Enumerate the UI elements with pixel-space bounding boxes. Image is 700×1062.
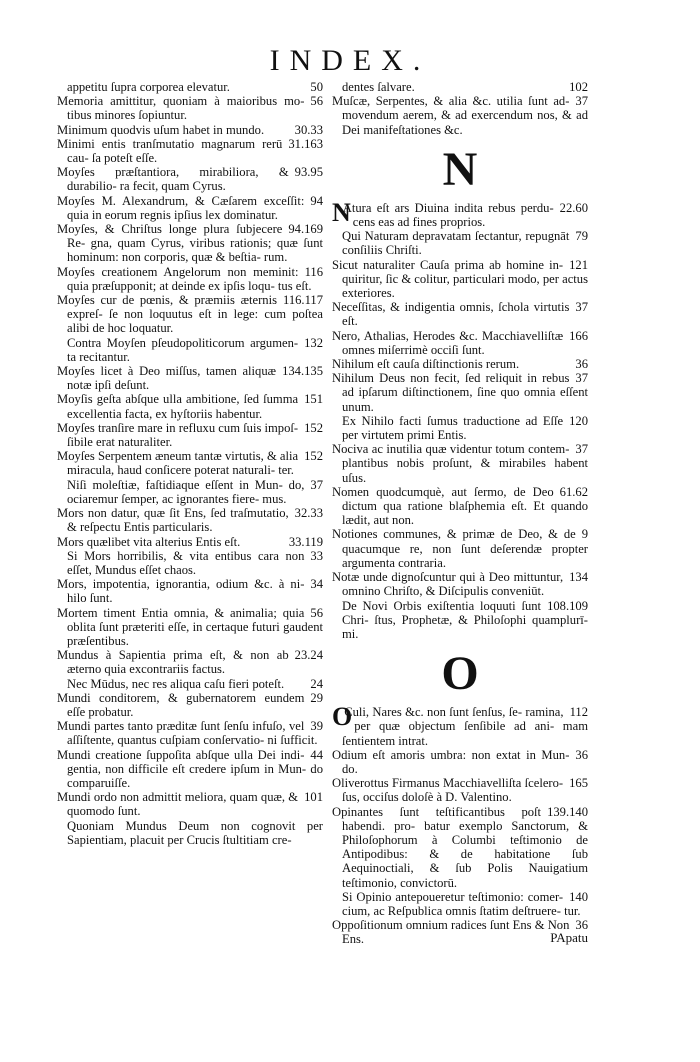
section-letter-o: O — [441, 647, 479, 701]
index-entry — [57, 336, 323, 364]
entry-text: Moyſes tranſire mare in refluxu cum ſuis impoſ- ſibile erat naturaliter. — [57, 420, 299, 450]
entry-text: Notæ unde dignoſcuntur qui à Deo mittuntur, omnino Chriſto, & Diſcipulis conveniūt. — [332, 570, 564, 599]
entry-text: Contra Moyſen pſeudopoliticorum argumen- ta recitantur. — [67, 335, 299, 364]
page-reference: 108.109 — [547, 598, 588, 613]
entry-text: Mundi partes tanto præditæ ſunt ſenſu infuſo, vel aſſiſtente, quantus cuſpiam conſervatio- ni ſufficit. — [57, 719, 318, 748]
catchword: PApatu — [550, 930, 588, 945]
entry-text: Si Opinio antepoueretur teſtimonio: comer- cium, ac Reſpublica omnis ſtatim deſtruere- tur. — [342, 889, 581, 918]
index-entry — [332, 442, 588, 485]
entry-text: Oliverottus Firmanus Macchiavelliſta ſcelero- ſus, occiſus doloſè à D. Valentino. — [332, 776, 564, 805]
index-entry — [57, 549, 323, 577]
index-entry — [57, 506, 323, 534]
page-reference: 33.119 — [288, 534, 323, 549]
page-reference: 116.117 — [283, 293, 323, 308]
page-reference: 30.33 — [294, 122, 323, 137]
page-reference: 134.135 — [282, 364, 323, 379]
page-reference: 94.169 — [288, 222, 323, 237]
index-entry — [332, 229, 588, 257]
page-reference: 37 — [575, 94, 588, 109]
page-reference: 44 — [310, 747, 323, 762]
page-reference: 152 — [304, 449, 323, 464]
entry-text: Moyſes creationem Angelorum non meminit: quia præſupponit; at deinde ex ipſis loqu- tus eſt. — [57, 264, 312, 293]
index-entry — [57, 478, 323, 506]
page-reference: 36 — [575, 747, 588, 762]
page-reference: 50 — [310, 80, 323, 94]
index-entry — [57, 194, 323, 222]
page-reference: 94 — [310, 193, 323, 208]
entry-text: Nec Mūdus, nec res aliqua caſu fieri poteſt. — [67, 676, 285, 691]
right-top-entries — [332, 80, 588, 137]
index-entry — [57, 392, 323, 420]
entry-text: Qui Naturam depravatam ſectantur, repugnāt conſiliis Chriſti. — [342, 229, 570, 258]
index-entry — [57, 364, 323, 392]
entry-text: Memoria amittitur, quoniam à maioribus mo- tibus minores ſopiuntur. — [57, 94, 305, 123]
index-entry — [57, 94, 323, 122]
entry-text: Sicut naturaliter Cauſa prima ab homine in- quiritur, ſic & colitur, particulari modo, per actus exteriores. — [332, 257, 588, 301]
index-entry — [332, 414, 588, 442]
index-entry — [57, 123, 323, 137]
entry-text: Nomen quodcumquè, aut ſermo, de Deo dictum qua ratione blaſphemia eſt. Et quando lædit, aut non. — [332, 484, 588, 528]
index-entry — [57, 790, 323, 818]
index-entry — [332, 599, 588, 642]
index-entry — [57, 719, 323, 747]
section-letter-n: N — [442, 142, 478, 196]
index-entry — [332, 776, 588, 804]
right-n-entries — [332, 197, 588, 641]
index-entry — [332, 527, 588, 570]
entry-text: Niſi moleſtiæ, faſtidiaque eſſent in Mun- do, ociaremur ſemper, ac ignorantes fiere- mus. — [67, 477, 305, 506]
entry-text: Ex Nihilo facti ſumus traductione ad Eſſe per virtutem primi Entis. — [342, 413, 564, 443]
entry-text: Nociva ac inutilia quæ videntur totum contem- plantibus nobis proſunt, & mirabiles habent uſus. — [332, 442, 588, 485]
page-reference: 36 — [575, 918, 588, 933]
page-reference: 24 — [310, 676, 323, 691]
index-entry — [57, 222, 323, 265]
page-reference: 37 — [310, 477, 323, 492]
drop-cap: N — [332, 197, 351, 227]
entry-text: Moyſes præſtantiora, mirabiliora, & durabilio- ra fecit, quam Cyrus. — [57, 165, 289, 194]
entry-text: appetitu ſupra corporea elevatur. — [67, 80, 230, 94]
index-entry — [57, 677, 323, 691]
entry-text: Si Mors horribilis, & vita entibus cara non eſſet, Mundus eſſet chaos. — [67, 548, 305, 577]
index-entry — [332, 80, 588, 94]
entry-text: Mortem timent Entia omnia, & animalia; quia oblita ſunt præteriti eſſe, in certaque futuri gaudent præſentibus. — [57, 605, 323, 648]
page-reference: 93.95 — [294, 165, 323, 180]
index-entry — [332, 329, 588, 357]
page-reference: 22.60 — [559, 200, 588, 215]
entry-text: Moyſes Serpentem æneum tantæ virtutis, & alia miracula, haud conſicere poterat naturali- ter. — [57, 449, 299, 478]
right-column — [332, 80, 588, 947]
page-reference: 102 — [569, 80, 588, 94]
entry-text: Odium eſt amoris umbra: non extat in Mun- do. — [332, 747, 570, 776]
page-reference: 36 — [575, 357, 588, 372]
index-entry — [57, 648, 323, 676]
entry-text: Moyſes licet à Deo miſſus, tamen aliquæ notæ ipſi deſunt. — [57, 364, 277, 393]
entry-text: Opinantes ſunt teſtificantibus poſt habendi. pro- batur exemplo Sanctorum, & Philoſophorum à Columbi teſtimonio de Antipodibus: & de habitatione ſub Aequinoctiali, & ſub Polis Nauigatium teſtimonio, convictorū. — [332, 804, 588, 890]
entry-text: Atura eſt ars Diuina indita rebus perdu- cens eas ad fines proprios. — [342, 200, 554, 230]
index-entry — [332, 805, 588, 890]
index-entry — [57, 449, 323, 477]
page-reference: 23.24 — [294, 648, 323, 663]
entry-text: dentes ſalvare. — [342, 80, 415, 94]
entry-text: Mors non datur, quæ ſit Ens, ſed traſmutatio, & reſpectu Entis particularis. — [57, 506, 289, 535]
index-entry — [57, 577, 323, 605]
page-reference: 132 — [304, 335, 323, 350]
index-entry — [57, 421, 323, 449]
right-o-entries — [332, 702, 588, 947]
index-entry — [57, 819, 323, 847]
entry-text: Minimi entis tranſmutatio magnarum rerū cau- ſa poteſt eſſe. — [57, 136, 283, 166]
index-entry — [57, 265, 323, 293]
page-reference: 139.140 — [547, 804, 588, 819]
page-reference: 152 — [304, 420, 323, 435]
page-reference: 61.62 — [559, 484, 588, 499]
index-entry — [57, 691, 323, 719]
index-entry — [332, 300, 588, 328]
page-reference: 101 — [304, 790, 323, 805]
left-column — [57, 80, 323, 847]
entry-text: Culi, Nares &c. non ſunt ſenſus, ſe- ramina, per quæ objectum ſenſibile ad ani- mam ſentientem intrat. — [342, 705, 588, 748]
page-reference: 79 — [575, 229, 588, 244]
index-entry — [57, 137, 323, 165]
page-reference: 33 — [310, 548, 323, 563]
index-entry — [332, 570, 588, 598]
entry-text: Oppoſitionum omnium radices ſunt Ens & Non Ens. — [332, 918, 570, 947]
index-entry — [332, 890, 588, 918]
page-reference: 151 — [304, 392, 323, 407]
index-entry — [332, 197, 588, 230]
entry-text: Mors quælibet vita alterius Entis eſt. — [57, 534, 241, 549]
index-entry — [57, 748, 323, 791]
entry-text: Mundi ordo non admittit meliora, quam quæ, & quomodo ſunt. — [57, 790, 299, 819]
page-reference: 37 — [575, 442, 588, 457]
page-reference: 32.33 — [294, 506, 323, 521]
index-entry — [57, 165, 323, 193]
drop-cap: O — [332, 702, 353, 732]
index-entry — [332, 702, 588, 748]
index-entry — [57, 80, 323, 94]
page-reference: 56 — [310, 605, 323, 620]
index-entry — [332, 485, 588, 528]
entry-text: Moyſes M. Alexandrum, & Cæſarem exceſſit: quia in eorum regnis ipſius lex dominatur. — [57, 193, 305, 222]
index-entry — [57, 606, 323, 649]
entry-text: Nero, Athalias, Herodes &c. Macchiavelliſtæ omnes miſerrimè occiſi ſunt. — [332, 328, 564, 357]
index-entry — [332, 357, 588, 371]
entry-text: Minimum quodvis uſum habet in mundo. — [57, 122, 265, 137]
entry-text: Muſcæ, Serpentes, & alia &c. utilia ſunt ad- movendum aerem, & ad exercendum nos, & ad Dei manifeſtationes &c. — [332, 94, 588, 137]
page-reference: 34 — [310, 577, 323, 592]
entry-text: Mundus à Sapientia prima eſt, & non ab æterno quia excontrariis factus. — [57, 648, 289, 677]
page-reference: 165 — [569, 776, 588, 791]
page-reference: 56 — [310, 94, 323, 109]
entry-text: Moyſis geſta abſque ulla ambitione, ſed ſumma excellentia facta, ex hyſtoriis habentur. — [57, 392, 299, 421]
index-entry — [57, 293, 323, 336]
page-reference: 112 — [569, 705, 588, 720]
entry-text: Moyſes cur de pœnis, & præmiis æternis expreſ- ſe non loquutus eſt in lege: cum poſtea alibi de hoc loquatur. — [57, 293, 323, 336]
page-reference: 121 — [569, 257, 588, 272]
entry-text: Moyſes, & Chriſtus longe plura ſubjecere Re- gna, quam Cyrus, viribus rationis; quæ ſunt hominum: non corporis, quæ & beſtia- rum. — [57, 222, 323, 265]
page-reference: 140 — [569, 889, 588, 904]
entry-text: De Novi Orbis exiſtentia loquuti ſunt Chri- ſtus, Prophetæ, & Philoſophi quamplurī- mi. — [342, 598, 588, 641]
entry-text: Mors, impotentia, ignorantia, odium &c. à ni- hilo ſunt. — [57, 577, 305, 606]
page-reference: 116 — [304, 264, 323, 279]
index-entry — [57, 535, 323, 549]
index-entry — [332, 258, 588, 301]
page-title: INDEX. — [269, 44, 431, 77]
page-reference: 166 — [569, 328, 588, 343]
entry-text: Mundi creatione ſuppoſita abſque ulla Dei indi- gentia, non difficile eſt credere ipſum in Mun- do comparuiſſe. — [57, 747, 323, 790]
page-reference: 29 — [310, 690, 323, 705]
entry-text: Neceſſitas, & indigentia omnis, ſchola virtutis eſt. — [332, 300, 570, 329]
page-reference: 37 — [575, 371, 588, 386]
index-entry — [332, 748, 588, 776]
entry-text: Quoniam Mundus Deum non cognovit per Sapientiam, placuit per Crucis ſtultitiam cre- — [67, 818, 323, 847]
index-entry — [332, 371, 588, 414]
entry-text: Nihilum eſt cauſa diſtinctionis rerum. — [332, 357, 520, 372]
entry-text: Nihilum Deus non fecit, ſed reliquit in rebus ad ipſarum diſtinctionem, ſine quo omnia eſſent unum. — [332, 371, 588, 414]
index-entry — [332, 94, 588, 137]
page-reference: 120 — [569, 413, 588, 428]
page-reference: 31.163 — [288, 136, 323, 151]
page-reference: 134 — [569, 570, 588, 585]
page-reference: 39 — [310, 719, 323, 734]
page-reference: 37 — [575, 300, 588, 315]
page-reference: 9 — [581, 527, 588, 542]
entry-text: Notiones communes, & primæ de Deo, & de quacumque re, non ſunt deſerendæ propter argumenta contraria. — [332, 527, 588, 570]
entry-text: Mundi conditorem, & gubernatorem eundem eſſe probatur. — [57, 690, 305, 719]
